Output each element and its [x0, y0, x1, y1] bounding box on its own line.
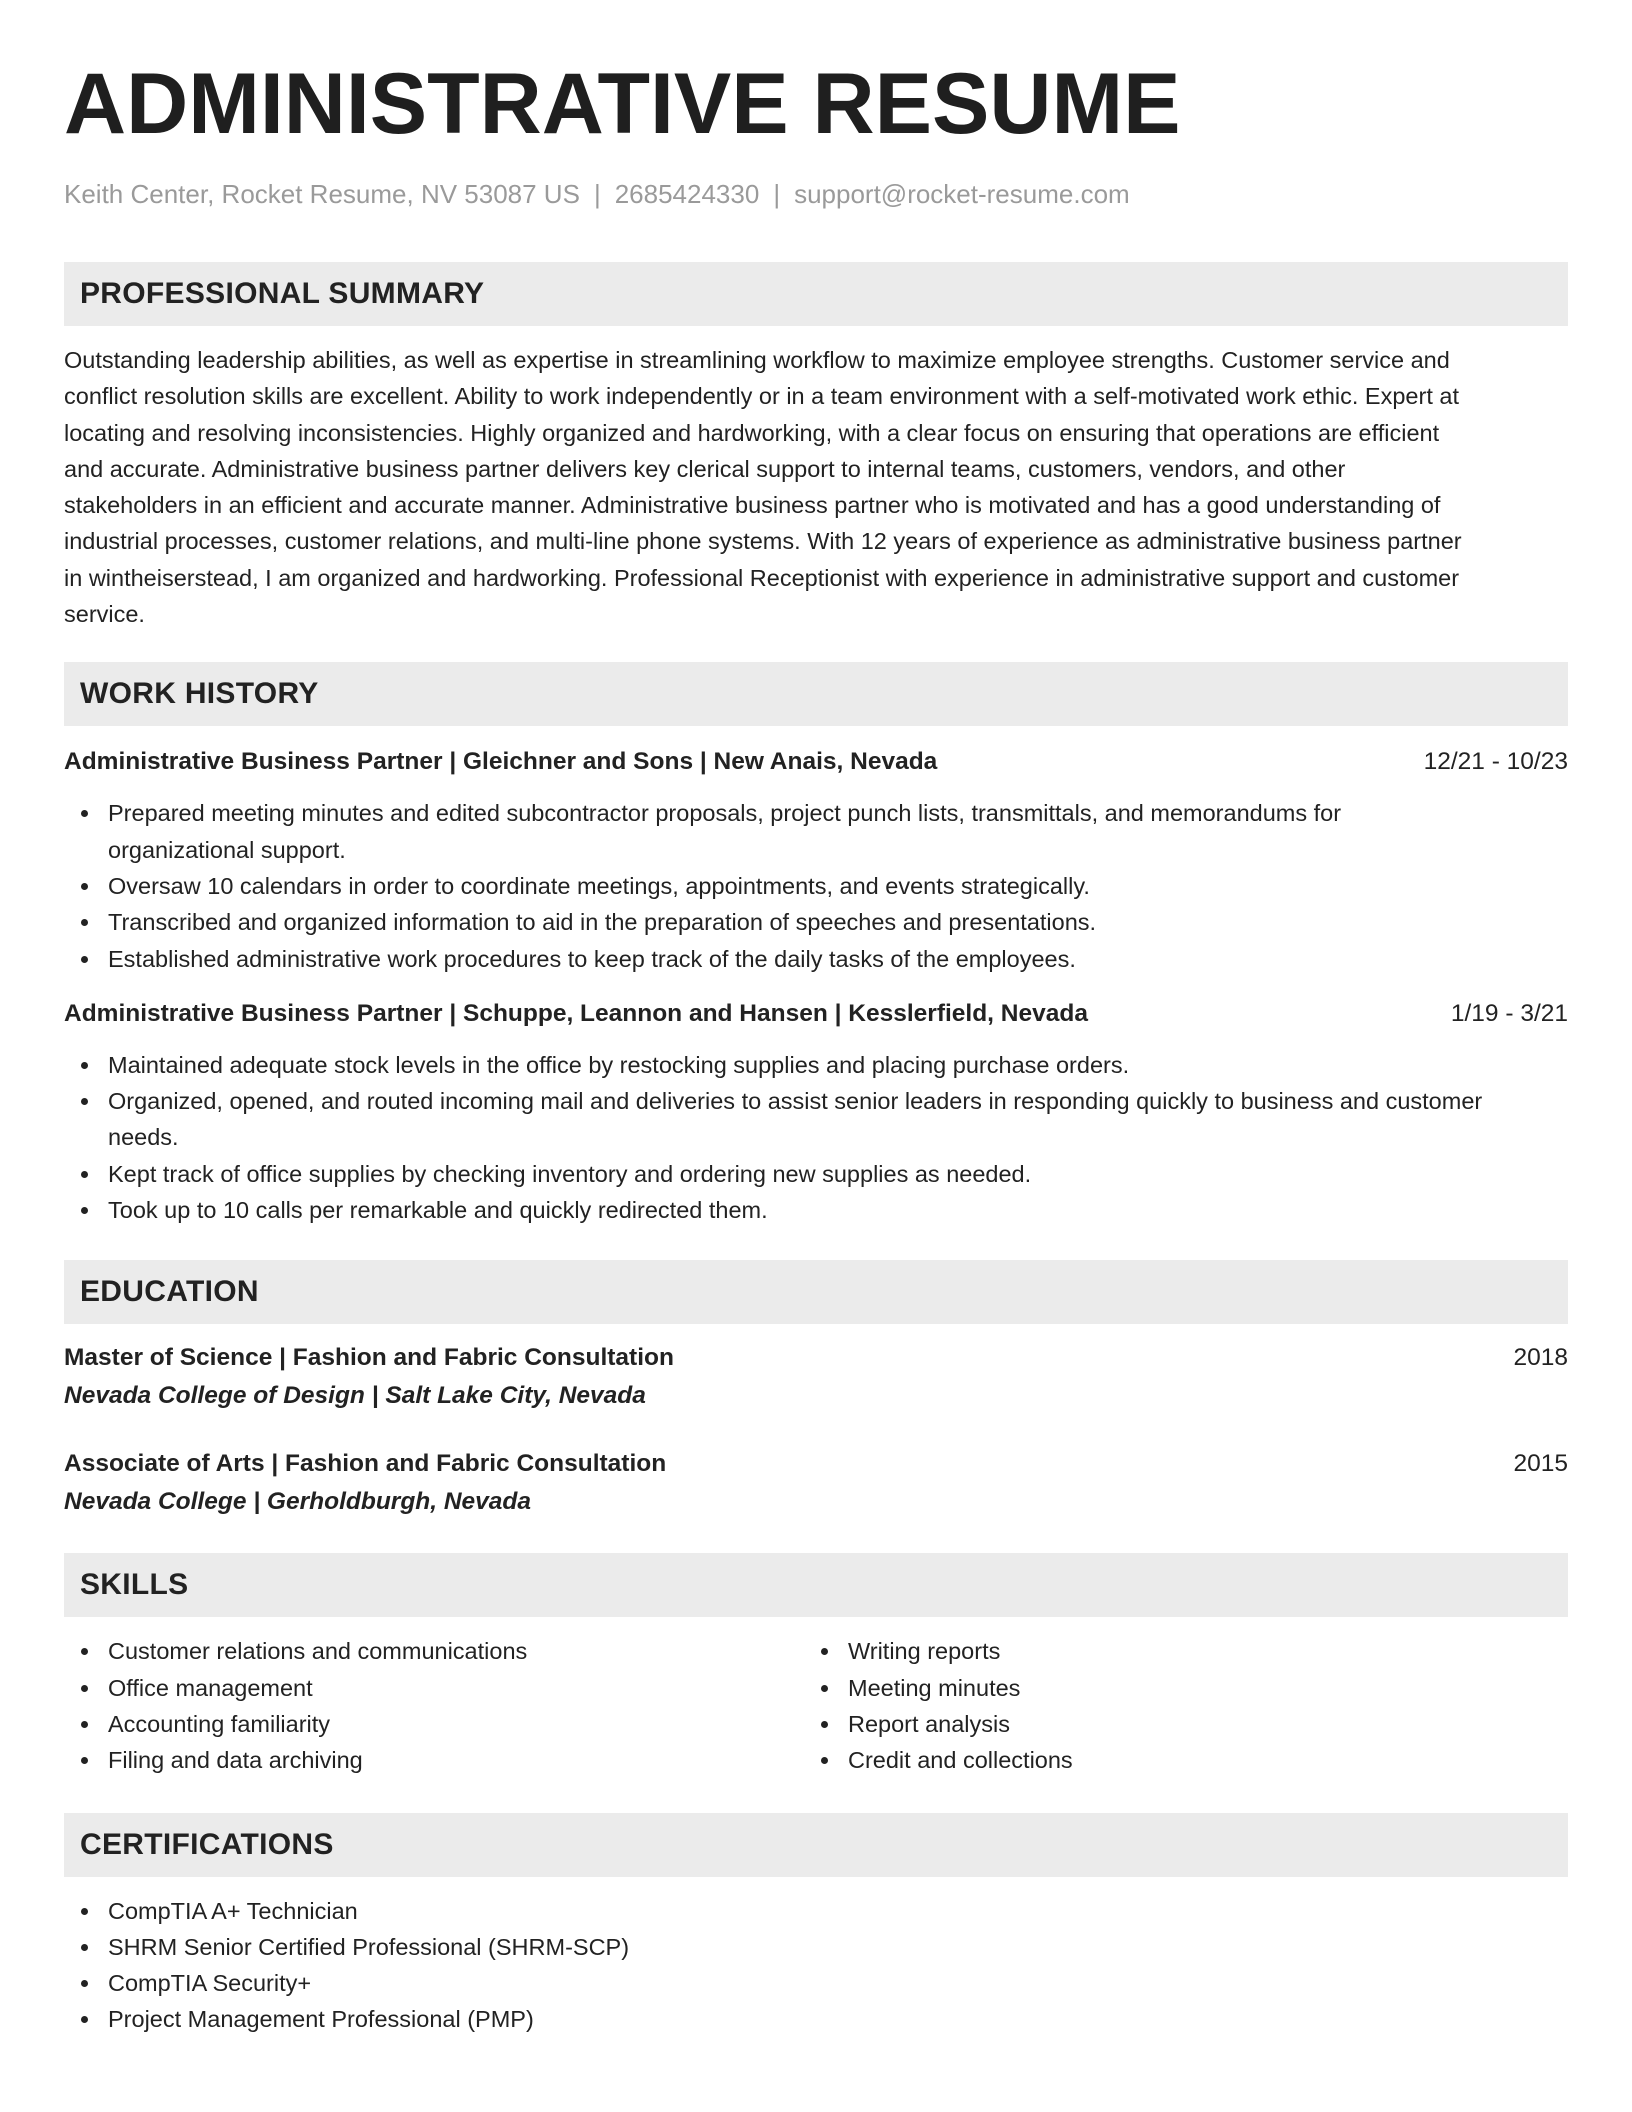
certification-item: SHRM Senior Certified Professional (SHRM-SCP) [64, 1929, 1568, 1965]
job-dates: 1/19 - 3/21 [1450, 999, 1568, 1027]
skills-list-right [804, 1633, 1544, 1778]
job-bullet: Kept track of office supplies by checking inventory and ordering new supplies as needed. [64, 1156, 1568, 1192]
contact-email: support@rocket-resume.com [794, 179, 1130, 209]
summary-line: and accurate. Administrative business partner delivers key clerical support to internal teams, customers, vendors, and other [64, 455, 1346, 482]
certification-item: Project Management Professional (PMP) [64, 2001, 1568, 2037]
resume-title: ADMINISTRATIVE RESUME [64, 56, 1181, 152]
education-school: Nevada College | Gerholdburgh, Nevada [64, 1488, 532, 1516]
skill-item: Meeting minutes [804, 1670, 1544, 1706]
skill-item: Report analysis [804, 1706, 1544, 1742]
skill-item: Customer relations and communications [64, 1633, 804, 1669]
job-header [64, 997, 1568, 1031]
summary-line: Outstanding leadership abilities, as well as expertise in streamlining workflow to maximize employee strengths. Customer service and [64, 347, 1450, 373]
summary-text [64, 342, 1568, 632]
job-entry [64, 997, 1568, 1228]
summary-line: stakeholders in an efficient and accurate manner. Administrative business partner who is motivated and has a good understanding of [64, 492, 1441, 519]
skills-heading: SKILLS [64, 1553, 1568, 1617]
job-bullets [64, 1047, 1568, 1228]
skills-columns [64, 1633, 1568, 1778]
summary-line: service. [64, 601, 145, 628]
education-entry [64, 1341, 1568, 1413]
skill-item: Writing reports [804, 1633, 1544, 1669]
job-header [64, 745, 1568, 779]
skill-item: Accounting familiarity [64, 1706, 804, 1742]
contact-phone: 2685424330 [614, 179, 760, 209]
education-year: 2015 [1513, 1450, 1568, 1478]
job-dates: 12/21 - 10/23 [1423, 748, 1568, 776]
education-entry [64, 1447, 1568, 1519]
certifications-heading: CERTIFICATIONS [64, 1813, 1568, 1877]
skill-item: Credit and collections [804, 1742, 1544, 1778]
job-bullet [64, 795, 1568, 868]
job-bullet: Oversaw 10 calendars in order to coordinate meetings, appointments, and events strategically. [64, 868, 1568, 904]
job-bullets [64, 795, 1568, 976]
certification-item: CompTIA Security+ [64, 1965, 1568, 2001]
education-degree-row [64, 1447, 1568, 1481]
resume-page [64, 58, 1568, 2038]
job-entry [64, 745, 1568, 976]
education-degree: Master of Science | Fashion and Fabric Consultation [64, 1344, 674, 1372]
job-bullet-text: Prepared meeting minutes and edited subcontractor proposals, project punch lists, transmittals, and memorandums for [108, 800, 1342, 827]
job-title: Administrative Business Partner | Schuppe, Leannon and Hansen | Kesslerfield, Nevada [64, 999, 1088, 1027]
summary-line: locating and resolving inconsistencies. Highly organized and hardworking, with a clear focus on ensuring that operations are efficient [64, 419, 1440, 446]
education-degree-row [64, 1341, 1568, 1375]
job-bullet [64, 1083, 1568, 1156]
summary-line: conflict resolution skills are excellent. Ability to work independently or in a team environment with a self-motivated work ethic. Expert at [64, 383, 1459, 410]
education-degree: Associate of Arts | Fashion and Fabric Consultation [64, 1450, 667, 1478]
contact-separator: | [773, 179, 781, 209]
contact-address: Keith Center, Rocket Resume, NV 53087 US [64, 179, 580, 209]
summary-line: in wintheiserstead, I am organized and hardworking. Professional Receptionist with experience in administrative support and customer [64, 564, 1460, 591]
contact-separator: | [593, 179, 601, 209]
certifications-list [64, 1893, 1568, 2038]
job-bullet-text: needs. [108, 1124, 179, 1151]
job-title: Administrative Business Partner | Gleichner and Sons | New Anais, Nevada [64, 748, 938, 776]
education-year: 2018 [1513, 1344, 1568, 1372]
skill-item: Filing and data archiving [64, 1742, 804, 1778]
skills-list-left [64, 1633, 804, 1778]
job-bullet-text: Organized, opened, and routed incoming mail and deliveries to assist senior leaders in responding quickly to business and customer [108, 1088, 1483, 1115]
summary-line: industrial processes, customer relations, and multi-line phone systems. With 12 years of experience as administrative business partner [64, 528, 1462, 555]
certification-item: CompTIA A+ Technician [64, 1893, 1568, 1929]
job-bullet: Took up to 10 calls per remarkable and quickly redirected them. [64, 1192, 1568, 1228]
job-bullet: Transcribed and organized information to aid in the preparation of speeches and presentations. [64, 904, 1568, 940]
work-history-heading: WORK HISTORY [64, 662, 1568, 726]
summary-heading: PROFESSIONAL SUMMARY [64, 262, 1568, 326]
skill-item: Office management [64, 1670, 804, 1706]
job-bullet: Established administrative work procedures to keep track of the daily tasks of the employees. [64, 941, 1568, 977]
education-school: Nevada College of Design | Salt Lake City, Nevada [64, 1382, 646, 1410]
contact-line [64, 178, 1568, 210]
education-heading: EDUCATION [64, 1260, 1568, 1324]
job-bullet-text: organizational support. [108, 836, 346, 863]
job-bullet: Maintained adequate stock levels in the office by restocking supplies and placing purchase orders. [64, 1047, 1568, 1083]
